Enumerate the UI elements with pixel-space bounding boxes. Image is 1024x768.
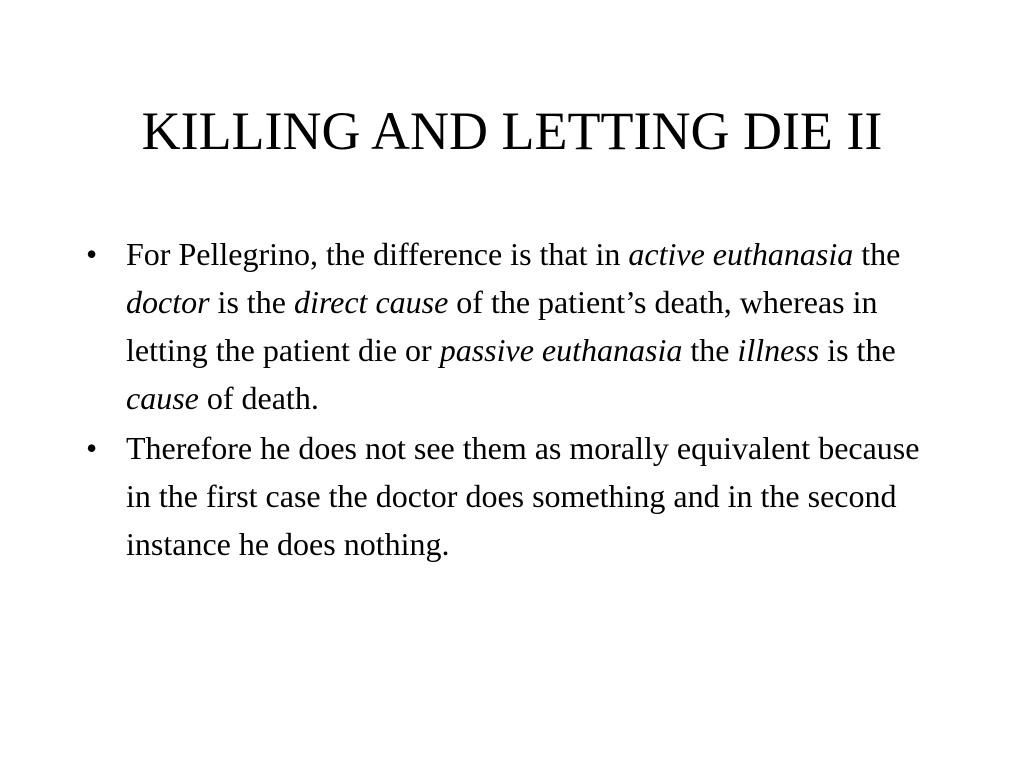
text-segment: the [682,332,738,368]
text-segment: Therefore he does not see them as morally equivalent because in the first case the doctor does something and in the second instance he does nothing. [126,430,920,562]
bullet-text [126,430,919,562]
text-segment-italic: illness [737,332,820,368]
bullet-marker: • [86,430,98,466]
text-segment: For Pellegrino, the difference is that in [126,236,629,272]
text-segment: is the [209,284,294,320]
bullet-list [78,230,948,570]
bullet-item-1 [78,230,948,422]
text-segment-italic: direct cause [293,284,449,320]
bullet-marker: • [86,236,98,272]
slide-title: KILLING AND LETTING DIE II [141,101,883,161]
text-segment: of the patient’s death, whereas in letting the patient die or [126,284,878,368]
text-segment: is the [819,332,896,368]
text-segment: of death. [198,380,319,416]
text-segment-italic: cause [126,380,199,416]
text-segment: the [853,236,901,272]
text-segment-italic: doctor [126,284,210,320]
text-segment-italic: active euthanasia [628,236,854,272]
bullet-text [126,236,900,416]
text-segment-italic: passive euthanasia [439,332,683,368]
bullet-item-2 [78,424,948,568]
